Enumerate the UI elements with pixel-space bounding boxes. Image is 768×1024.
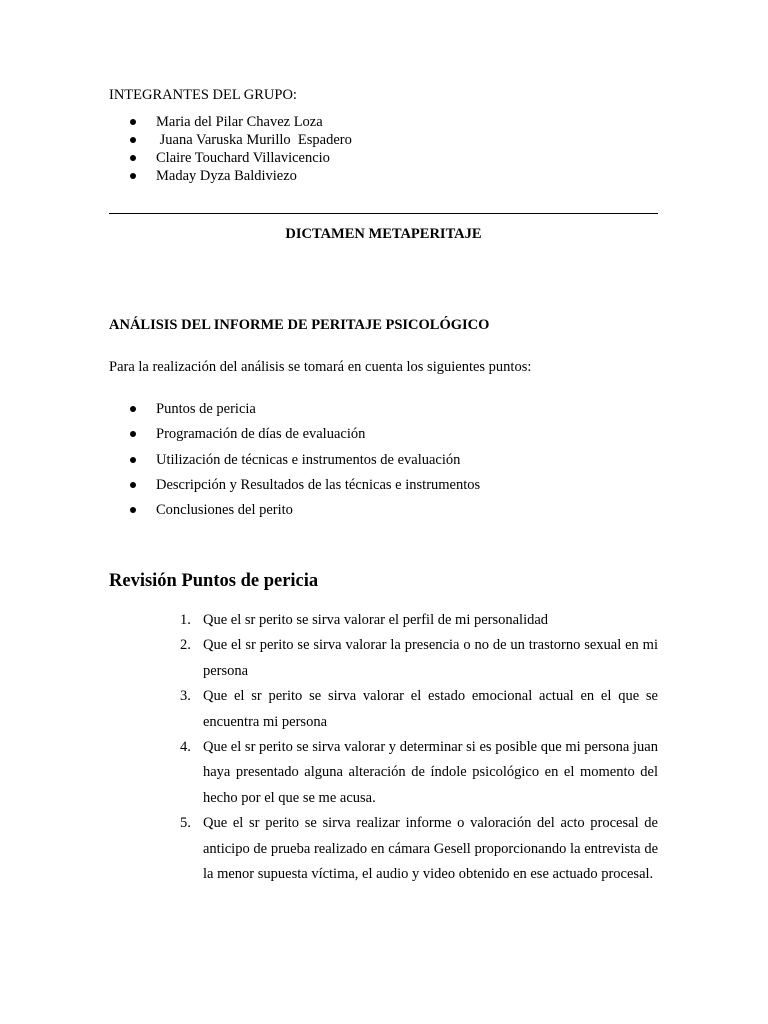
list-item	[127, 400, 480, 425]
pericia-items-list	[177, 608, 658, 887]
point-text: Programación de días de evaluación	[156, 426, 366, 443]
list-item	[127, 476, 480, 501]
analysis-intro: Para la realización del análisis se tomará en cuenta los siguientes puntos:	[109, 359, 532, 375]
bullet-icon	[130, 431, 136, 437]
bullet-icon	[130, 155, 136, 161]
item-number: 4.	[180, 739, 191, 756]
item-number: 3.	[180, 688, 191, 705]
list-item	[127, 451, 480, 476]
list-item	[177, 633, 658, 684]
bullet-icon	[130, 457, 136, 463]
item-text: Que el sr perito se sirva valorar el perfil de mi personalidad	[203, 612, 549, 628]
revision-heading: Revisión Puntos de pericia	[109, 571, 319, 591]
point-text: Conclusiones del perito	[156, 502, 293, 519]
member-name: Juana Varuska Murillo Espadero	[156, 132, 352, 148]
item-number: 1.	[180, 612, 191, 628]
list-item	[127, 113, 352, 131]
list-item	[127, 149, 352, 167]
list-item	[177, 735, 658, 811]
list-item	[127, 501, 480, 526]
group-members-list	[127, 113, 352, 185]
point-text: Utilización de técnicas e instrumentos de evaluación	[156, 451, 461, 468]
point-text: Descripción y Resultados de las técnicas e instrumentos	[156, 476, 481, 493]
bullet-icon	[130, 507, 136, 513]
group-heading: INTEGRANTES DEL GRUPO:	[109, 87, 297, 103]
member-name: Claire Touchard Villavicencio	[156, 150, 330, 166]
list-item	[177, 811, 658, 887]
bullet-icon	[130, 119, 136, 125]
item-number: 2.	[180, 637, 191, 654]
item-text: Que el sr perito se sirva valorar y determinar si es posible que mi persona juan haya presentado alguna alteración de índole psicológico en el momento del hecho por el que se me acusa.	[203, 739, 658, 806]
bullet-icon	[130, 482, 136, 488]
member-name: Maria del Pilar Chavez Loza	[156, 114, 323, 130]
analysis-points-list	[127, 400, 480, 526]
list-item	[127, 167, 352, 185]
item-text: Que el sr perito se sirva valorar la presencia o no de un trastorno sexual en mi persona	[203, 637, 658, 679]
point-text: Puntos de pericia	[156, 401, 256, 417]
bullet-icon	[130, 173, 136, 179]
horizontal-divider	[109, 213, 658, 214]
item-text: Que el sr perito se sirva valorar el estado emocional actual en el que se encuentra mi persona	[203, 688, 658, 730]
document-title: DICTAMEN METAPERITAJE	[285, 226, 482, 242]
item-text: Que el sr perito se sirva realizar informe o valoración del acto procesal de anticipo de prueba realizado en cámara Gesell proporcionando la entrevista de la menor supuesta víctima, el audio y video obtenido en ese actuado procesal.	[203, 815, 658, 883]
list-item	[127, 131, 352, 149]
analysis-heading: ANÁLISIS DEL INFORME DE PERITAJE PSICOLÓGICO	[109, 317, 490, 333]
list-item	[177, 608, 658, 633]
item-number: 5.	[180, 815, 191, 832]
bullet-icon	[130, 137, 136, 143]
bullet-icon	[130, 406, 136, 412]
list-item	[177, 684, 658, 735]
list-item	[127, 425, 480, 450]
member-name: Maday Dyza Baldiviezo	[156, 168, 297, 184]
